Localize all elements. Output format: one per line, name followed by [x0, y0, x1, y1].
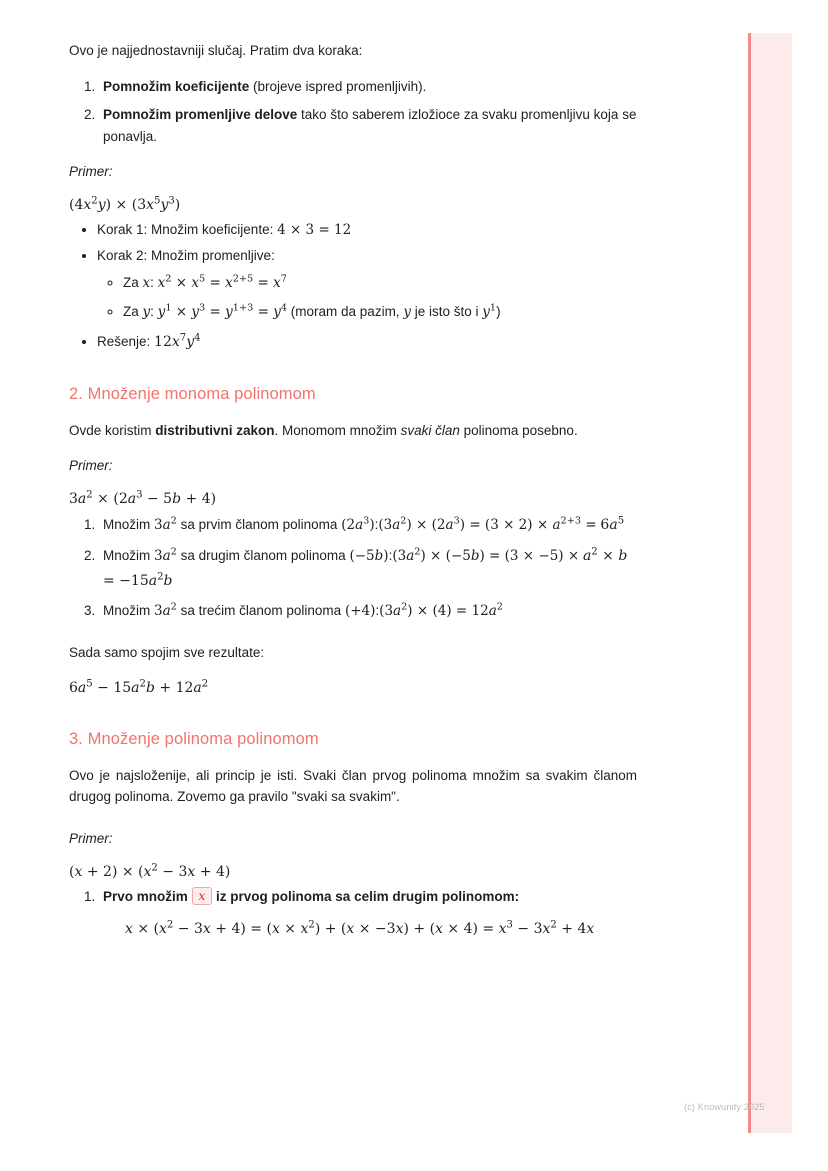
step-1-rest: (brojeve ispred promenljivih). — [249, 78, 427, 94]
side-accent-strip — [748, 33, 792, 1133]
section-2-expression: $3a^2 \times (2a^3 - 5b + 4)$ — [69, 489, 217, 508]
step-1-bold: Pomnožim koeficijente — [103, 78, 250, 94]
section-2-closing: Sada samo spojim sve rezultate: — [69, 644, 265, 660]
sub-x-text: Za x: $x^2 \times x^5 = x^{2+5} = x^7$ — [123, 273, 287, 292]
resenje-text: Rešenje: $12x^7y^4$ — [97, 332, 201, 350]
section-2-result: $6a^5 - 15a^2b + 12a^2$ — [69, 677, 209, 696]
primer-label-1: Primer: — [69, 164, 113, 180]
s3-item1-bold-before: Prvo množim — [103, 889, 192, 905]
step-2-bold: Pomnožim promenljive delove — [103, 106, 298, 122]
list-item: 2. Množim $3a^2$ sa drugim članom polinoma $(-5b):(3a^2) \times (-5b) = (3 \times -5) \times a^2 \times b = -15a^2b$ — [99, 544, 637, 593]
example-1-bullets — [69, 219, 637, 354]
list-item — [123, 271, 637, 295]
example-1-subbullets — [97, 271, 637, 325]
variable-x-badge[interactable]: x — [192, 887, 213, 905]
list-item — [99, 104, 637, 148]
s2-p2: . Monomom množim — [274, 422, 401, 438]
section-2-heading: 2. Množenje monoma polinomom — [69, 384, 316, 403]
step-2-rest: tako što saberem izložioce za svaku promenljivu koja se ponavlja. — [103, 106, 637, 144]
s2-p3: polinoma posebno. — [459, 422, 578, 438]
side-accent-strip-edge — [748, 33, 751, 1133]
section-3-heading: 3. Množenje polinoma polinomom — [69, 729, 319, 748]
s2-p1: Ovde koristim — [69, 422, 156, 438]
intro-paragraph: Ovo je najjednostavniji slučaj. Pratim dva koraka: — [69, 43, 363, 58]
s2-bold: distributivni zakon — [155, 422, 275, 438]
list-item — [99, 76, 637, 98]
sub-y-text: Za y: $y^1 \times y^3 = y^{1+3} = y^4$ (moram da pazim, y je isto što i $y^1$) — [123, 302, 501, 321]
list-item — [99, 886, 637, 941]
example-1-expression: $(4x^2y) \times (3x^5y^3)$ — [69, 195, 181, 214]
s2-italic: svaki član — [400, 422, 460, 438]
section-2-paragraph — [69, 420, 637, 442]
primer-label-2: Primer: — [69, 458, 113, 474]
list-item: 1. Množim $3a^2$ sa prvim članom polinoma $(2a^3):(3a^2) \times (2a^3) = (3 \times 2) \times a^{2+3} = 6a^5$ — [99, 513, 637, 538]
list-item: 3. Množim $3a^2$ sa trećim članom polinoma $(+4):(3a^2) \times (4) = 12a^2$ — [99, 599, 637, 624]
section-2-steps — [69, 513, 637, 623]
s3-item1-bold-after: iz prvog polinoma sa celim drugim polinomom: — [212, 889, 520, 905]
copyright-notice: (c) Knowunity 2025 — [684, 1102, 765, 1112]
list-item — [97, 219, 637, 242]
document-content — [69, 40, 637, 955]
section-3-paragraph: Ovo je najsloženije, ali princip je isti. Svaki član prvog polinoma množim sa svakim članom drugog polinoma. Zovemo ga pravilo "svaki sa svakim". — [69, 767, 637, 805]
primer-label-3: Primer: — [69, 831, 113, 847]
list-item — [97, 245, 637, 325]
steps-list — [69, 76, 637, 148]
section-3-expression: $(x + 2) \times (x^2 - 3x + 4)$ — [69, 862, 231, 881]
list-item — [123, 300, 637, 324]
list-item — [97, 331, 637, 355]
section-3-steps — [69, 886, 637, 941]
section-3-item1-math: $x \times (x^2 - 3x + 4) = (x \times x^2) + (x \times -3x) + (x \times 4) = x^3 - 3x^2 + 4x$ — [125, 919, 595, 937]
korak-1-text: Korak 1: Množim koeficijente: 4 × 3 = 12 — [97, 222, 352, 239]
korak-2-text: Korak 2: Množim promenljive: — [97, 248, 275, 264]
